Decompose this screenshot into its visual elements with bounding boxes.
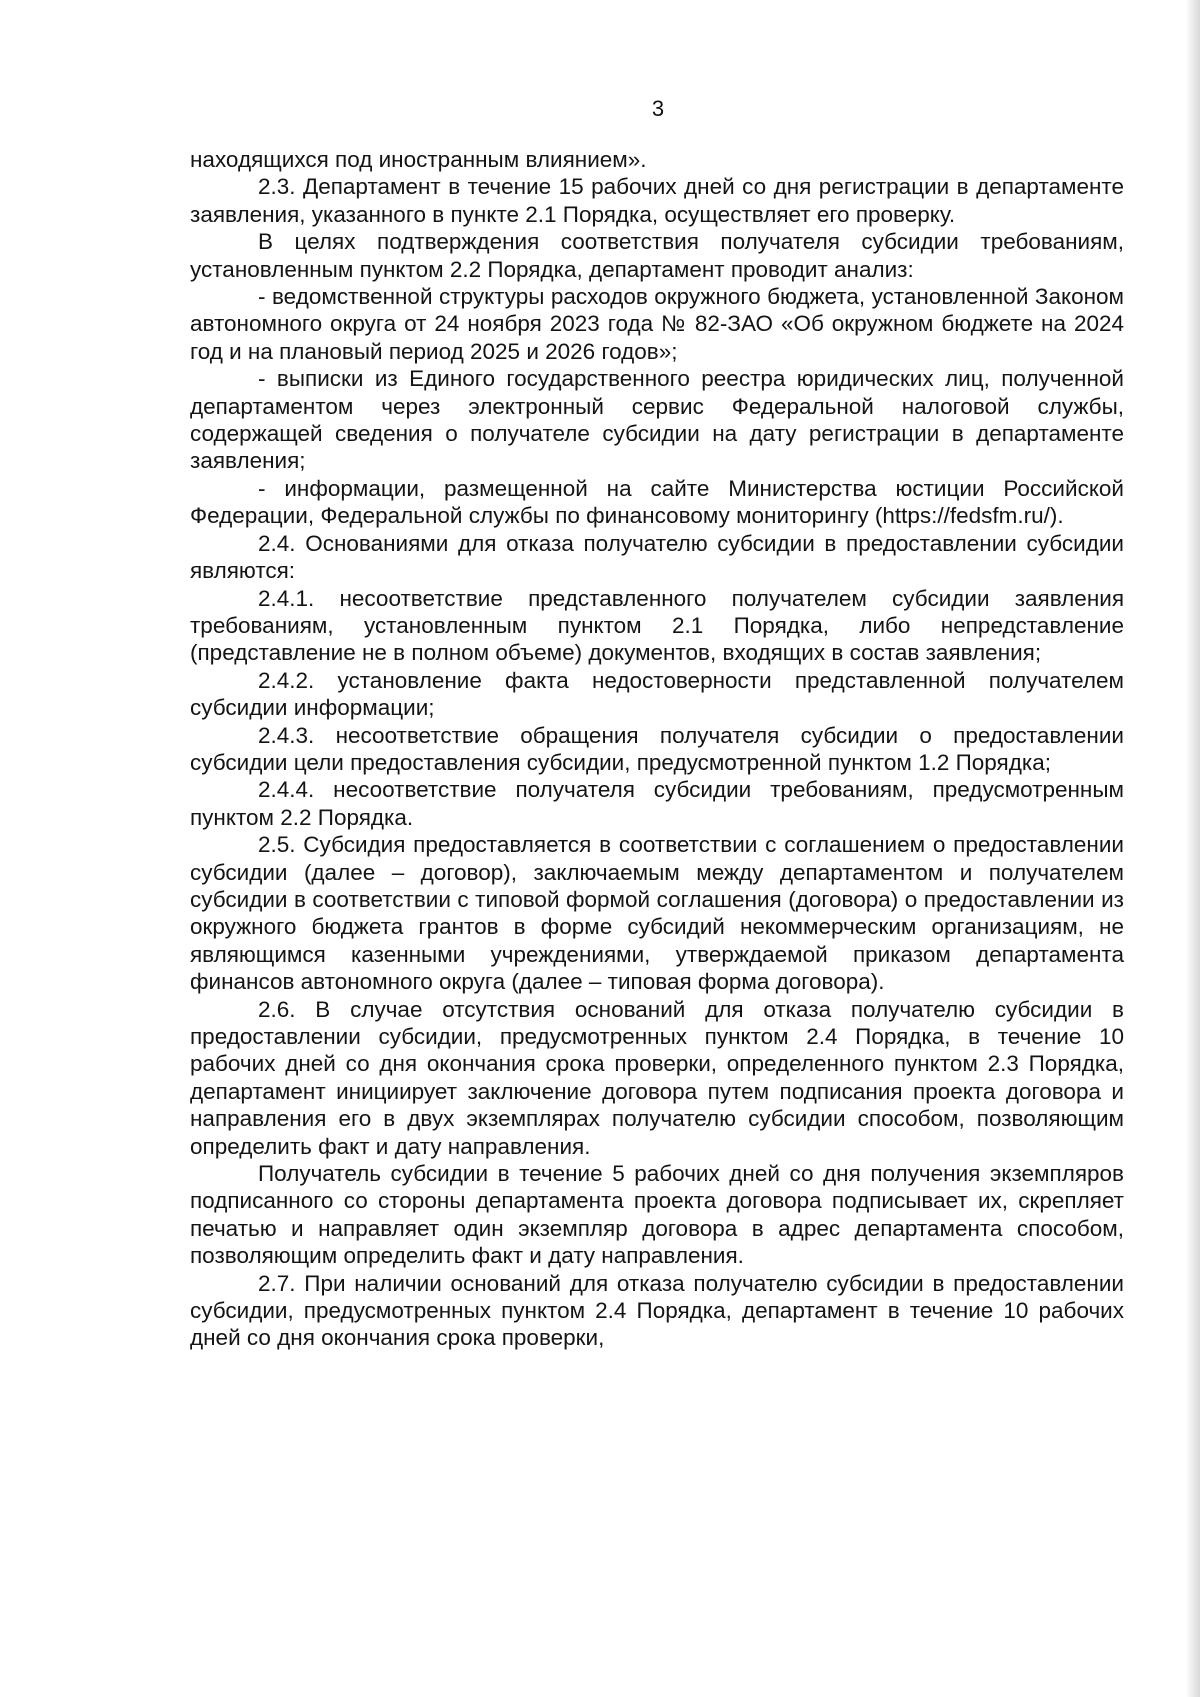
paragraph-analysis-intro: В целях подтверждения соответствия получателя субсидии требованиям, установленным пунктом 2.2 Порядка, департамент проводит анализ: (190, 229, 1124, 282)
page-number: 3 (651, 96, 665, 121)
paragraph-2-4-3: 2.4.3. несоответствие обращения получателя субсидии о предоставлении субсидии цели предоставления субсидии, предусмотренной пунктом 1.2 Порядка; (190, 722, 1124, 775)
paragraph-2-6: 2.6. В случае отсутствия оснований для отказа получателю субсидии в предоставлении субсидии, предусмотренных пунктом 2.4 Порядка, в течение 10 рабочих дней со дня окончания срока проверки, определенного пунктом 2.3 Порядка, департамент инициирует заключение договора путем подписания проекта договора и направления его в двух экземплярах получателю субсидии способом, позволяющим определить факт и дату направления. (190, 996, 1124, 1159)
list-item-ministry-info: - информации, размещенной на сайте Министерства юстиции Российской Федерации, Федеральной службы по финансовому мониторингу (https://fedsfm.ru/). (190, 475, 1124, 529)
page-edge-shadow (1186, 0, 1200, 1697)
paragraph-2-4-1: 2.4.1. несоответствие представленного получателем субсидии заявления требованиям, установленным пунктом 2.1 Порядка, либо непредставление (представление не в полном объеме) документов, входящих в состав заявления; (190, 585, 1124, 666)
list-item-egrul-extract: - выписки из Единого государственного реестра юридических лиц, полученной департаментом через электронный сервис Федеральной налоговой службы, содержащей сведения о получателе субсидии на дату регистрации в департаменте заявления; (190, 366, 1124, 474)
paragraph-1: находящихся под иностранным влиянием». (190, 147, 647, 172)
list-item-budget-structure: - ведомственной структуры расходов окружного бюджета, установленной Законом автономного округа от 24 ноября 2023 года № 82-ЗАО «Об окружном бюджете на 2024 год и на плановый период 2025 и 2026 годов»; (190, 284, 1124, 364)
paragraph-2-3: 2.3. Департамент в течение 15 рабочих дней со дня регистрации в департаменте заявления, указанного в пункте 2.1 Порядка, осуществляет его проверку. (190, 174, 1124, 227)
document-body (190, 146, 1124, 1352)
paragraph-2-4-2: 2.4.2. установление факта недостоверности представленной получателем субсидии информации; (190, 667, 1124, 721)
paragraph-2-7: 2.7. При наличии оснований для отказа получателю субсидии в предоставлении субсидии, предусмотренных пунктом 2.4 Порядка, департамент в течение 10 рабочих дней со дня окончания срока проверки, (190, 1270, 1124, 1351)
paragraph-2-4-4: 2.4.4. несоответствие получателя субсидии требованиям, предусмотренным пунктом 2.2 Порядка. (190, 777, 1124, 830)
paragraph-2-5: 2.5. Субсидия предоставляется в соответствии с соглашением о предоставлении субсидии (далее – договор), заключаемым между департаментом и получателем субсидии в соответствии с типовой формой соглашения (договора) о предоставлении из окружного бюджета грантов в форме субсидий некоммерческим организациям, не являющимся казенными учреждениями, утверждаемой приказом департамента финансов автономного округа (далее – типовая форма договора). (190, 832, 1124, 995)
paragraph-2-4: 2.4. Основаниями для отказа получателю субсидии в предоставлении субсидии являются: (190, 530, 1124, 584)
paragraph-recipient-signing: Получатель субсидии в течение 5 рабочих дней со дня получения экземпляров подписанного со стороны департамента проекта договора подписывает их, скрепляет печатью и направляет один экземпляр договора в адрес департамента способом, позволяющим определить факт и дату направления. (190, 1161, 1124, 1269)
